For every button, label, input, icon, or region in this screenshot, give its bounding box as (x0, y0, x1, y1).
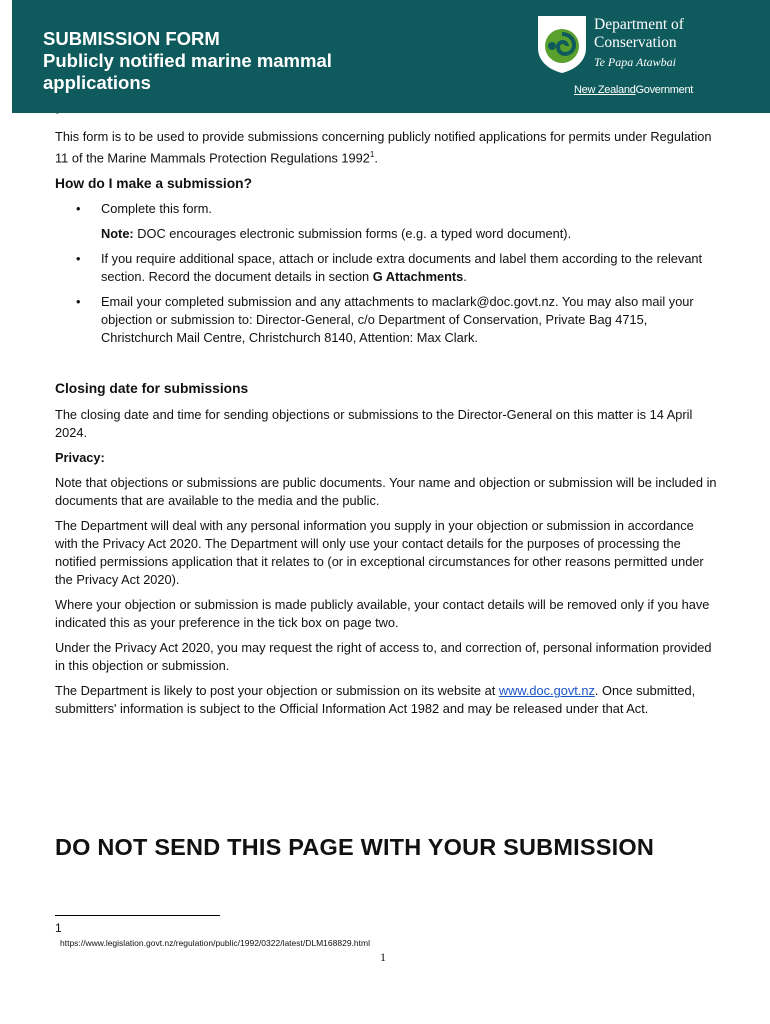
intro-paragraph (55, 128, 720, 167)
main-content (55, 128, 720, 725)
closing-heading: Closing date for submissions (55, 381, 249, 397)
footnote-number: 1 (55, 921, 62, 935)
bullet-item (55, 250, 720, 286)
privacy-paragraph-3: Where your objection or submission is made publicly available, your contact details will be removed only if you have indicated this as your preference in the tick box on page two. (55, 597, 710, 631)
bullet-text: Email your completed submission and any attachments to maclark@doc.govt.nz. You may also mail your objection or submission to: Director-General, c/o Department of Conservation, Private Bag 4715, Christchurch Mail Centre, Christchurch 8140, Attention: Max Clark. (101, 294, 694, 346)
bullet-end: . (463, 269, 467, 285)
how-bullets-2 (55, 250, 720, 347)
footnote-text: https://www.legislation.govt.nz/regulation/public/1992/0322/latest/DLM168829.html (60, 938, 370, 948)
how-heading: How do I make a submission? (55, 176, 253, 192)
attachments-section-ref: G Attachments (372, 269, 464, 285)
nz-government-logo (574, 84, 693, 96)
form-title-line2: Publicly notified marine mammal applications (43, 50, 332, 93)
bullet-icon: • (76, 294, 81, 310)
dept-name (594, 16, 684, 52)
privacy-paragraph-2: The Department will deal with any personal information you supply in your objection or submission in accordance with the Privacy Act 2020. The Department will only use your contact details for the purposes of processing the notified permissions application that it relates to (or in exceptional circumstances for other reasons permitted under the Privacy Act 2020). (55, 518, 704, 588)
stray-mark: - (56, 108, 59, 118)
form-title-line1: SUBMISSION FORM (43, 28, 220, 49)
privacy-p5-end: . Once submitted, submitters' information is subject to the Official Information Act 1982 and may be released under that Act. (55, 683, 696, 717)
page-number: 1 (380, 950, 386, 964)
note-text: DOC encourages electronic submission forms (e.g. a typed word document). (133, 226, 572, 242)
dept-name-line2: Conservation (594, 34, 677, 51)
note-label: Note: (101, 226, 134, 242)
how-bullets (55, 200, 720, 218)
privacy-paragraph-5 (55, 682, 720, 718)
dept-maori-name: Te Papa Atawbai (594, 55, 677, 69)
privacy-paragraph-4: Under the Privacy Act 2020, you may request the right of access to, and correction of, personal information provided in this objection or submission. (55, 640, 712, 674)
footnote-divider (55, 915, 220, 916)
bullet-text: Complete this form. (101, 201, 212, 217)
nzgov-part2: Government (635, 84, 694, 96)
doc-website-link[interactable]: www.doc.govt.nz (498, 683, 595, 699)
bullet-icon: • (76, 251, 81, 267)
doc-logo (536, 12, 736, 102)
nzgov-part1: New Zealand (574, 84, 636, 96)
do-not-send-warning: DO NOT SEND THIS PAGE WITH YOUR SUBMISSION (55, 834, 654, 860)
bullet-text: If you require additional space, attach or include extra documents and label them according to the relevant section. Record the document details in section (101, 251, 703, 285)
intro-end: . (374, 150, 378, 166)
bullet-item (55, 200, 720, 218)
bullet-item (55, 293, 720, 347)
dept-name-line1: Department of (594, 16, 684, 33)
privacy-paragraph-1: Note that objections or submissions are public documents. Your name and objection or submission will be included in documents that are available to the media and the public. (55, 475, 717, 509)
note-paragraph (55, 225, 720, 243)
privacy-label: Privacy: (55, 450, 105, 466)
bullet-icon: • (76, 201, 81, 217)
form-title (43, 28, 423, 94)
doc-shield-icon (536, 14, 588, 74)
privacy-p5-start: The Department is likely to post your objection or submission on its website at (55, 683, 499, 699)
header-banner (12, 0, 770, 113)
intro-text: This form is to be used to provide submissions concerning publicly notified applications for permits under Regulation 11 of the Marine Mammals Protection Regulations 1992 (55, 129, 712, 166)
closing-text: The closing date and time for sending objections or submissions to the Director-General on this matter is 14 April 2024. (55, 407, 693, 441)
footnote-ref[interactable]: 1 (369, 150, 375, 159)
